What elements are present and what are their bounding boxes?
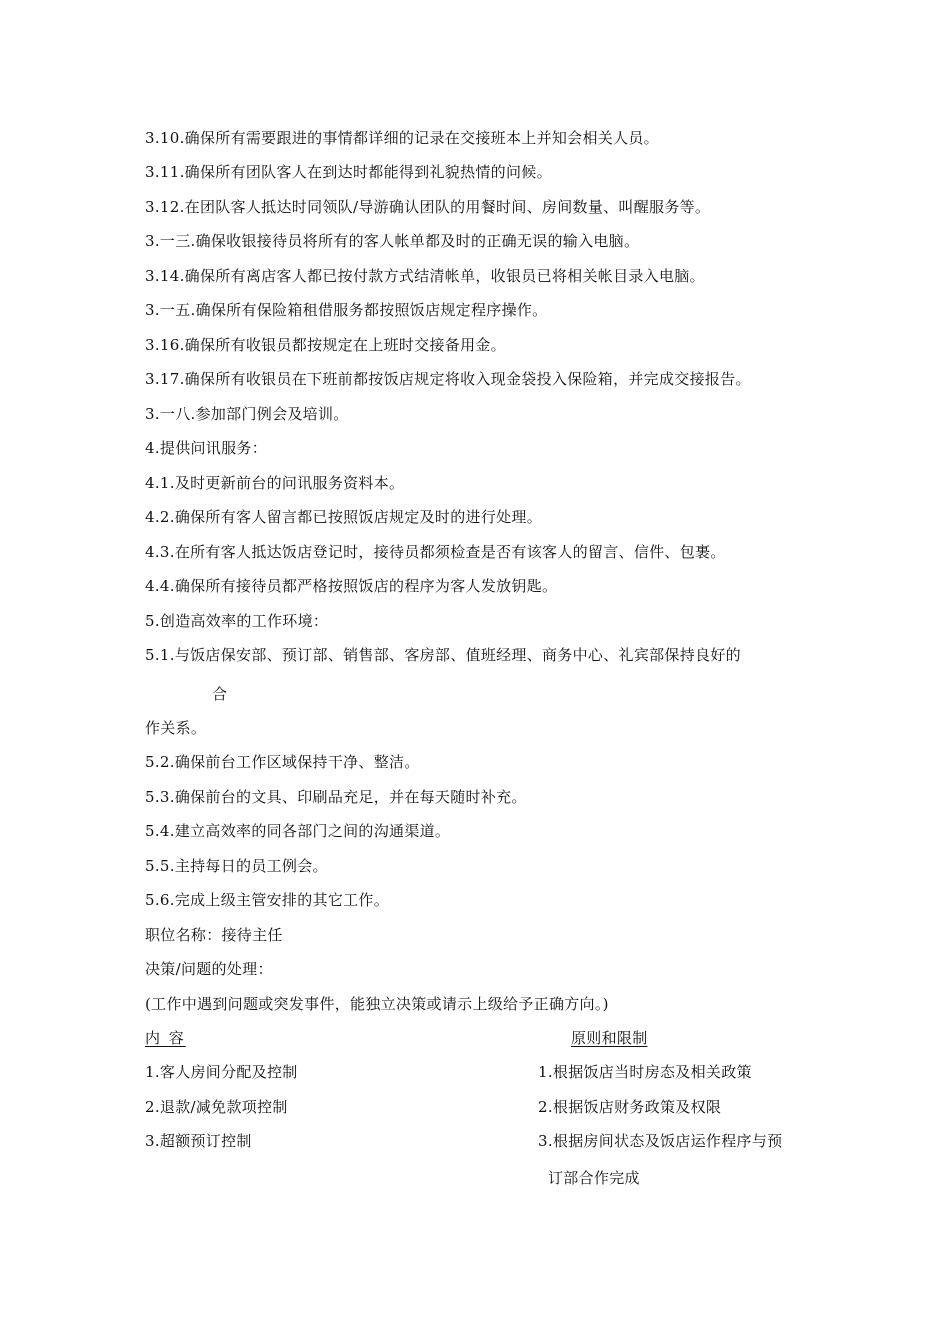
- text-line: (工作中遇到问题或突发事件，能独立决策或请示上级给予正确方向。): [145, 995, 609, 1013]
- text-line: 5.1.与饭店保安部、预订部、销售部、客房部、值班经理、商务中心、礼宾部保持良好的: [145, 646, 741, 664]
- table-cell-left: 3.超额预订控制: [145, 1132, 252, 1150]
- table-cell-right: 1.根据饭店当时房态及相关政策: [538, 1063, 752, 1081]
- text-line: 4.4.确保所有接待员都严格按照饭店的程序为客人发放钥匙。: [145, 577, 558, 595]
- table-header-content: 内 容: [145, 1029, 186, 1047]
- text-line: 4.1.及时更新前台的问讯服务资料本。: [145, 474, 405, 492]
- text-line: 3.一五.确保所有保险箱租借服务都按照饭店规定程序操作。: [145, 301, 548, 319]
- text-line: 4.3.在所有客人抵达饭店登记时，接待员都须检查是否有该客人的留言、信件、包裹。: [145, 543, 726, 561]
- text-line: 3.12.在团队客人抵达时同领队/导游确认团队的用餐时间、房间数量、叫醒服务等。: [145, 198, 711, 216]
- text-line: 5.2.确保前台工作区域保持干净、整洁。: [145, 753, 420, 771]
- text-line: 3.一三.确保收银接待员将所有的客人帐单都及时的正确无误的输入电脑。: [145, 232, 640, 250]
- text-line: 3.11.确保所有团队客人在到达时都能得到礼貌热情的问候。: [145, 163, 552, 181]
- text-line: 3.16.确保所有收银员都按规定在上班时交接备用金。: [145, 336, 506, 354]
- table-cell-right-continuation: 订部合作完成: [548, 1169, 640, 1187]
- position-title: 职位名称：接待主任: [145, 926, 283, 944]
- text-line: 5.6.完成上级主管安排的其它工作。: [145, 891, 390, 909]
- table-cell-right: 3.根据房间状态及饭店运作程序与预: [538, 1132, 783, 1150]
- text-line: 3.17.确保所有收银员在下班前都按饭店规定将收入现金袋投入保险箱，并完成交接报告。: [145, 370, 751, 388]
- table-cell-left: 1.客人房间分配及控制: [145, 1063, 298, 1081]
- table-cell-left: 2.退款/减免款项控制: [145, 1098, 288, 1116]
- text-line: 5.3.确保前台的文具、印刷品充足，并在每天随时补充。: [145, 788, 527, 806]
- text-line-wrap: 合: [212, 685, 228, 703]
- section-heading: 4.提供问讯服务：: [145, 439, 268, 457]
- section-heading: 决策/问题的处理：: [145, 960, 273, 978]
- section-heading: 5.创造高效率的工作环境：: [145, 612, 329, 630]
- text-line: 作关系。: [145, 719, 207, 737]
- text-line: 3.14.确保所有离店客人都已按付款方式结清帐单，收银员已将相关帐目录入电脑。: [145, 267, 705, 285]
- text-line: 3.一八.参加部门例会及培训。: [145, 405, 349, 423]
- text-line: 5.5.主持每日的员工例会。: [145, 857, 328, 875]
- table-header-rules: 原则和限制: [571, 1029, 648, 1047]
- text-line: 3.10.确保所有需要跟进的事情都详细的记录在交接班本上并知会相关人员。: [145, 129, 659, 147]
- text-line: 4.2.确保所有客人留言都已按照饭店规定及时的进行处理。: [145, 508, 543, 526]
- table-cell-right: 2.根据饭店财务政策及权限: [538, 1098, 722, 1116]
- text-line: 5.4.建立高效率的同各部门之间的沟通渠道。: [145, 822, 451, 840]
